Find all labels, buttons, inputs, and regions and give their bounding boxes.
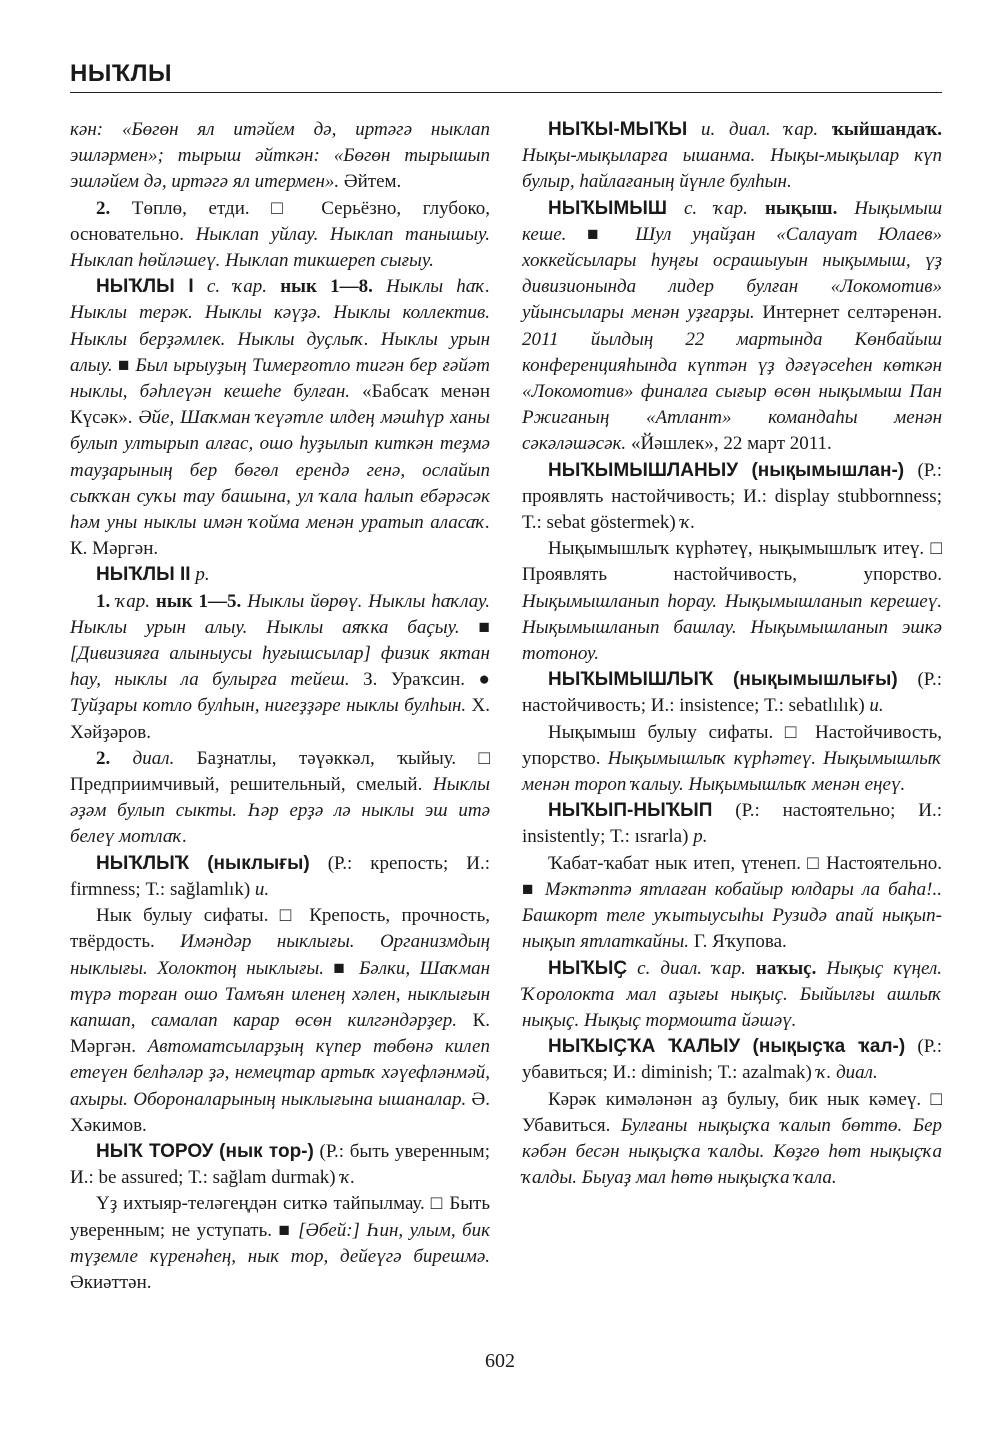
page-number: 602 <box>485 1350 515 1372</box>
entry-nykymyshlanyu: НЫҠЫМЫШЛАНЫУ (нықымышлан-) (Р.: проявлять настойчивость; И.: display stubbornness; Т.: sebat göstermek) ҡ. <box>522 459 942 534</box>
entry-nykys: НЫҠЫҪ с. диал. ҡар. наҡыҫ. Нықыҫ күңел. Ҡоролокта мал аҙығы нықыҫ. Быйылғы ашлыҡ нықыҫ. Нықыҫ тормошта йәшәү. <box>522 957 943 1031</box>
entry-nykymyshlyk: НЫҠЫМЫШЛЫҠ (нықымышлығы) (Р.: настойчивость; И.: insistence; Т.: sebatlılık) и. <box>522 669 942 717</box>
entry-continuation: кән: «Бөгөн ял итәйем дә, иртәгә ныклап эшләрмен»; тырыш әйткән: «Бөгөн тырышып эшләйем дә, иртәгә ял итермен». Әйтем. <box>70 119 490 193</box>
sense-1: 1. ҡар. нык 1—5. Ныклы йөрөү. Ныклы һаҡлау. Ныклы урын алыу. Ныклы аяҡка баҫыу. ■ [Дивизияға алыныусы һуғышсылар] физик яктан һау, ныклы ла булырға тейеш. З. Ураҡсин. ● Туйҙары котло булһын, нигеҙҙәре ныклы булһын. Х. Хәйҙәров. <box>70 590 491 743</box>
entry-nykly-2: НЫҠЛЫ II р. <box>96 564 210 586</box>
entry-nykly-1: НЫҠЛЫ I с. ҡар. нык 1—8. Ныклы һаҡ. Ныклы терәк. Ныклы кәүҙә. Ныклы коллектив. Ныклы берҙәмлек. Ныклы дуҫлыҡ. Ныклы урын алыу. ■ Был ырыуҙың Тимерғотло тигән бер ғәйәт ныклы, бәһлеүән кешеһе булған. «Бабсаҡ менән Күсәк». Әйе, Шаҡман ҡеүәтле илдең мәшһүр ханы булып ултырып алғас, ошо һуҙылып киткән теҙмә тауҙарының бер бөгөл ерендә генә, ослайып сыҡҡан суҡы тау башына, ул ҡала һалып ебәрәсәк һәм уны ныклы имән ҡойма менән уратып аласаҡ. К. Мәргән. <box>70 276 491 560</box>
entry-nyklyk: НЫҠЛЫҠ (ныклығы) (Р.: крепость; И.: firmness; Т.: sağlamlık) и. <box>70 852 490 900</box>
right-column <box>522 117 942 1191</box>
entry-nykymysh: НЫҠЫМЫШ с. ҡар. нықыш. Нықымыш кеше. ■ Шул уңайҙан «Салауат Юлаев» хоккейсылары һуңғы осрашыуын нықымыш, үҙ дивизионында лидер булған «Локомотив» уйынсылары менән уҙғарҙы. Интернет селтәренән. 2011 йылдың 22 мартында Көнбайыш конференцияһында күптән үҙ дәғүәсеһен көткән «Локомотив» финалға сығыр өсөн нықымыш Пан Ржиганың «Атлант» командаһы менән сәкәләшәсәк. «Йәшлек», 22 март 2011. <box>522 197 943 455</box>
entry-definition: Ҡабат-ҡабат нык итеп, үтенеп. □ Настоятельно. ■ Мәктәптә ятлаған кобайыр юлдары ла баһа!.. Башкорт теле уҡытыусыһы Рузидә апай нықып-нықып ятлаткайны. Г. Яҡупова. <box>522 852 942 953</box>
entry-nyky-myky: НЫҠЫ-МЫҠЫ и. диал. ҡар. ҡыйшандаҡ. Нықы-мықыларға ышанма. Нықы-мықылар күп булыр, һайлағаның йүнле булһын. <box>522 119 943 193</box>
sense-2: 2. Төплө, етди. □ Серьёзно, глубоко, основательно. Ныклап уйлау. Ныклап танышыу. Ныклап һөйләшеү. Ныклап тикшереп сығыу. <box>70 197 490 272</box>
entry-definition: Кәрәк кимәләнән аҙ булыу, бик нык кәмеү. □ Убавиться. Булғаны нықыҫҡа ҡалып бөттө. Бер кәбән бесән нықыҫҡа ҡалды. Көҙгө һөт нықыҫҡа ҡалды. Быуаҙ мал һөтө нықыҫҡа ҡала. <box>522 1088 943 1189</box>
left-column <box>70 117 490 1296</box>
entry-nyk-torou: НЫҠ ТОРОУ (нык тор-) (Р.: быть уверенным; И.: be assured; Т.: sağlam durmak) ҡ. <box>70 1140 490 1189</box>
entry-definition: Нықымыш булыу сифаты. □ Настойчивость, упорство. Нықымышлыҡ күрһәтеү. Нықымышлыҡ менән тороп ҡалыу. Нықымышлыҡ менән еңеү. <box>522 721 942 796</box>
running-head: НЫҠЛЫ <box>70 60 172 87</box>
entry-nykyp-nykyp: НЫҠЫП-НЫҠЫП (Р.: настоятельно; И.: insistently; Т.: ısrarla) р. <box>522 800 942 848</box>
entry-nykyska-kalyu: НЫҠЫҪҠА ҠАЛЫУ (нықыҫҡа ҡал-) (Р.: убавиться; И.: diminish; Т.: azalmak) ҡ. диал. <box>522 1036 942 1084</box>
header-rule <box>70 92 942 93</box>
entry-definition: Үҙ ихтыяр-теләгеңдән ситкә тайпылмау. □ Быть уверенным; не уступать. ■ [Әбей:] Һин, улым, бик түҙемле күренәһең, нык тор, дейеүгә бирешмә. Әкиәттән. <box>70 1193 490 1293</box>
sense-2: 2. диал. Баҙнатлы, тәүәккәл, ҡыйыу. □ Предприимчивый, решительный, смелый. Ныклы әҙәм булып сыкты. Һәр ерҙә лә ныклы эш итә белеү мотлаҡ. <box>70 747 490 848</box>
entry-definition: Нықымышлыҡ күрһәтеү, нықымышлыҡ итеү. □ Проявлять настойчивость, упорство. Нықымышланып һорау. Нықымышланып керешеү. Нықымышланып башлау. Нықымышланып эшкә тотоноу. <box>522 538 942 665</box>
entry-definition: Нык булыу сифаты. □ Крепость, прочность, твёрдость. Имәндәр ныклығы. Организмдың ныклығы. Холоктоң ныклығы. ■ Бәлки, Шаҡман түрә торған ошо Тамъян иленең хәлен, ныклығын капшап, самалап карар өсөн килгәндәрҙер. К. Мәргән. Автоматсыларҙың күпер төбөнә килеп етеүен белһәләр ҙә, немецтар артыҡ хәүефләнмәй, ахыры. Обороналарының ныклығына ышаналар. Ә. Хәкимов. <box>70 905 490 1136</box>
